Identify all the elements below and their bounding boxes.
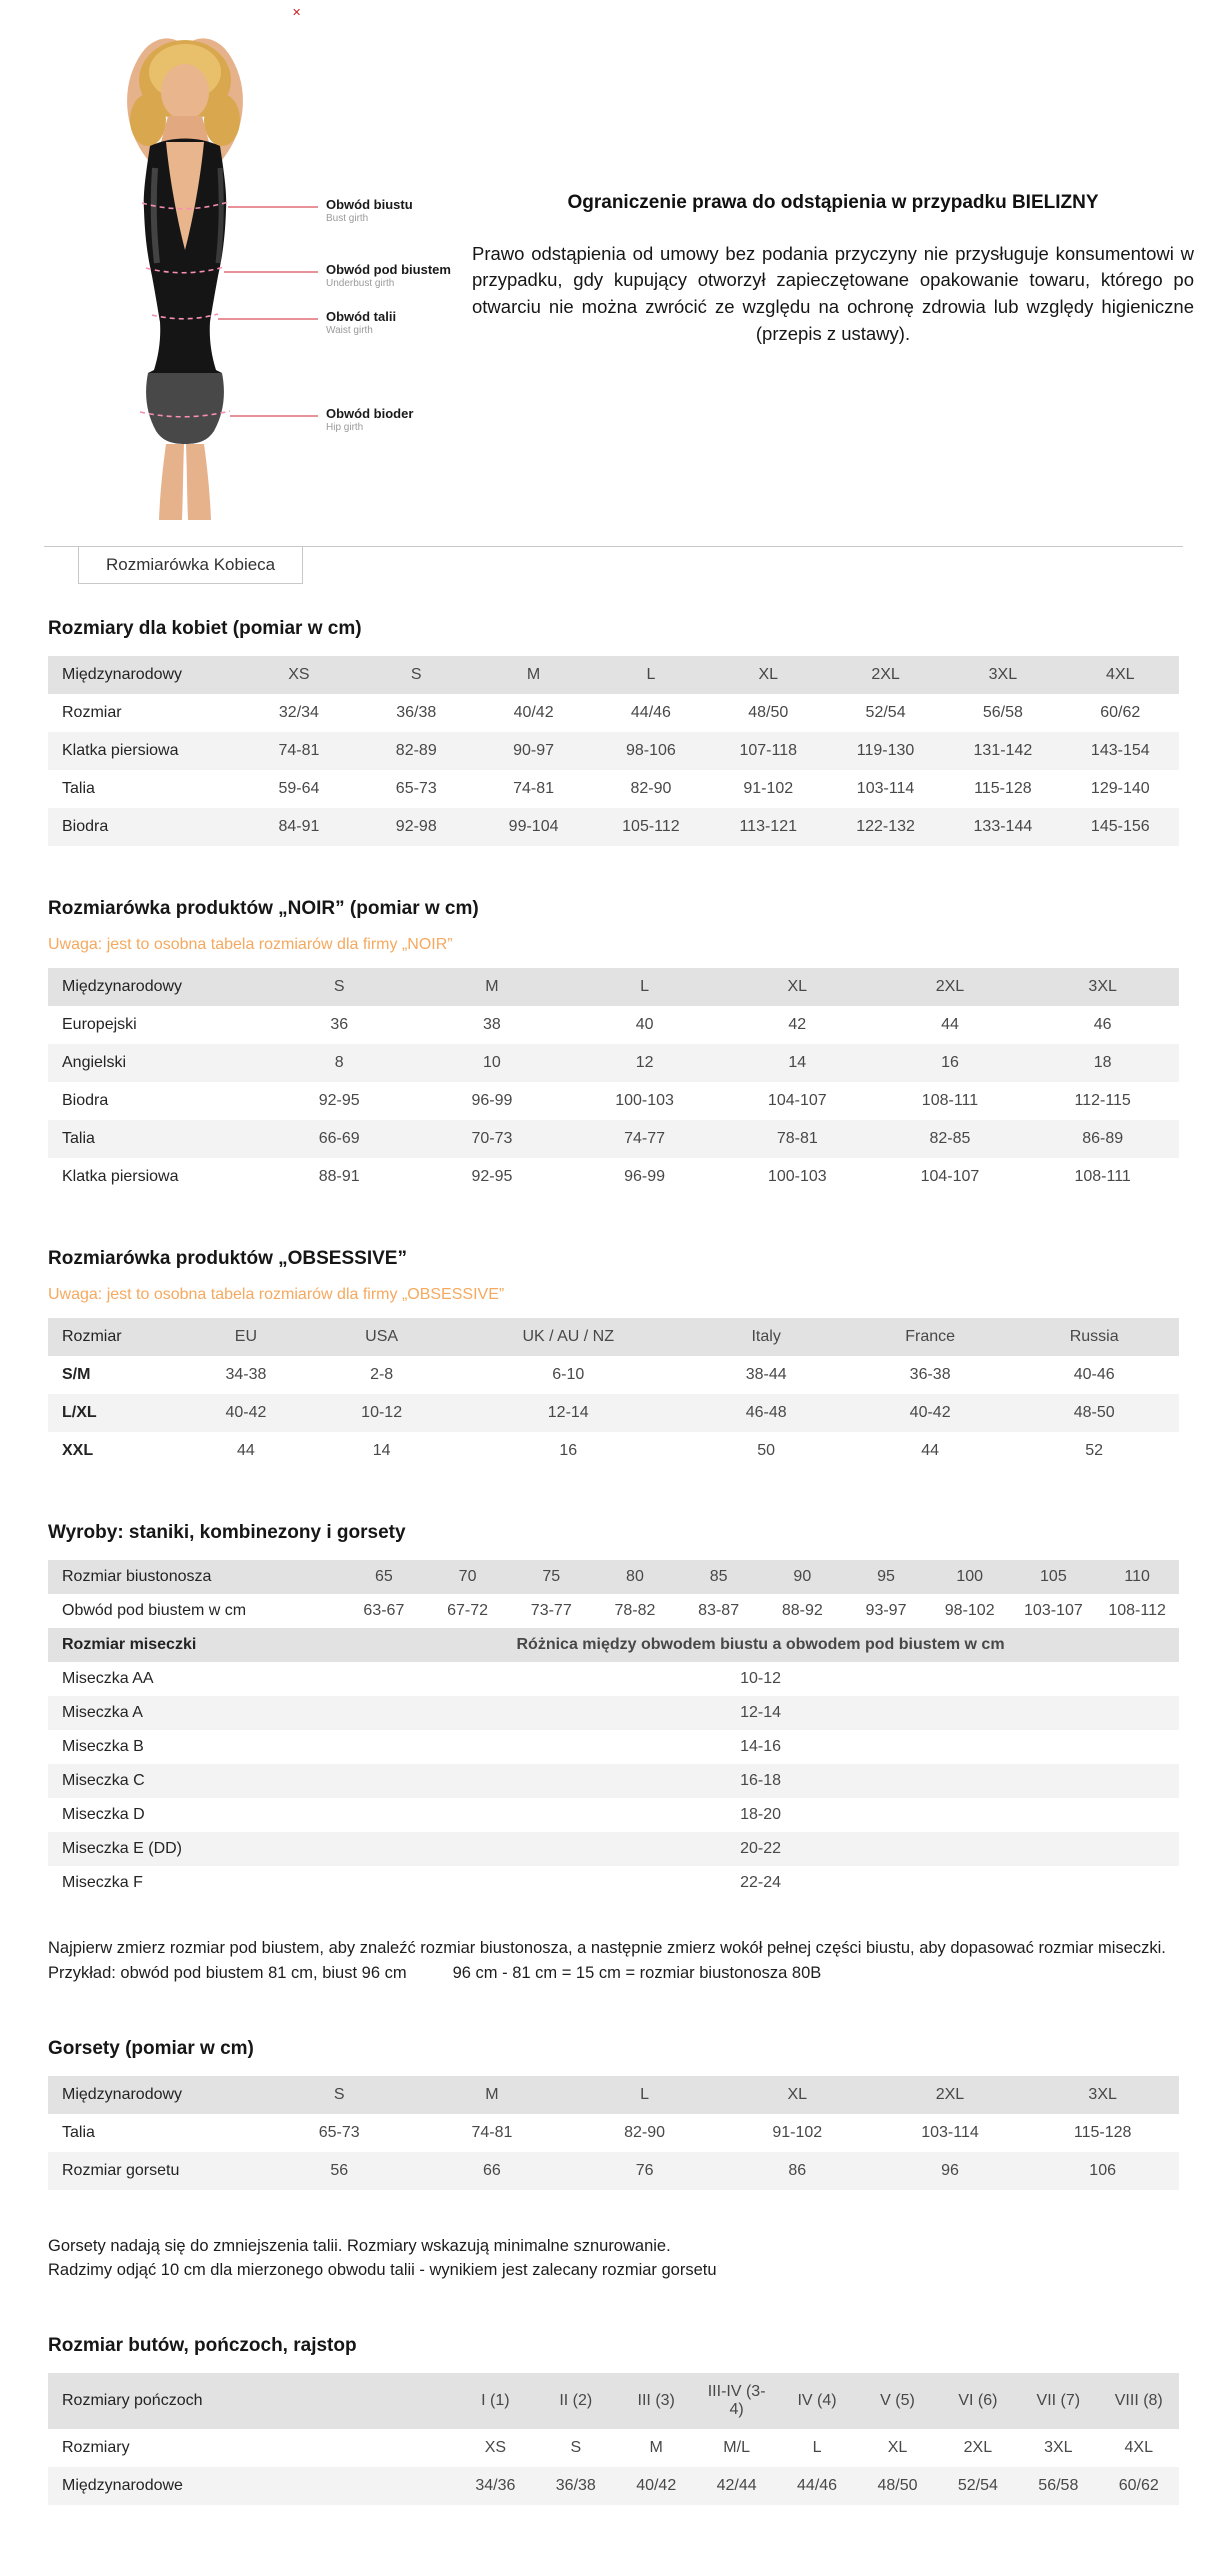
noir-note: Uwaga: jest to osobna tabela rozmiarów dla firmy „NOIR” [48,936,453,953]
table-row [48,2076,1179,2114]
table-cell: 92-98 [395,818,437,835]
row-label: Miseczka AA [62,1670,154,1687]
table-cell: 131-142 [973,742,1033,759]
table-cell: 76 [635,2161,654,2179]
table-cell: 66-69 [318,1130,360,1147]
table-cell: 52/54 [865,704,906,721]
table-row [48,2467,1179,2505]
table-cell: 98-106 [626,742,676,759]
table-cell-merged: 10-12 [740,1670,781,1687]
table-cell: 86 [788,2161,807,2179]
table-cell: 92-95 [318,1092,360,1109]
table-cell: 2-8 [370,1366,394,1383]
table-cell: 65-73 [395,780,437,797]
table-cell: M [485,978,499,995]
table-row [48,1318,1179,1356]
table-cell: M/L [723,2439,750,2456]
section-title: Rozmiarówka produktów „OBSESSIVE” [48,1248,407,1269]
table-cell: 4XL [1124,2439,1153,2456]
table-cell: 92-95 [471,1168,513,1185]
table-row [48,2114,1179,2152]
corsets-table-host [48,2076,1179,2190]
table-cell-merged: 12-14 [740,1704,781,1721]
table-cell: 2XL [871,666,900,683]
table-row [48,1628,1179,1662]
table-cell: L [640,2085,650,2103]
table-cell: II (2) [559,2392,593,2409]
table-row [48,2429,1179,2467]
table-cell: USA [365,1328,399,1345]
section-obsessive-sizes [48,1248,1179,1470]
table-cell: 10-12 [361,1404,403,1421]
table-cell: 40 [635,1016,654,1033]
table-cell: 104-107 [767,1092,827,1109]
table-cell: V (5) [880,2392,915,2409]
table-cell: 122-132 [856,818,915,835]
row-label: Talia [62,2123,95,2141]
table-row [48,968,1179,1006]
table-cell: UK / AU / NZ [522,1328,615,1345]
table-cell: 2XL [935,978,965,995]
table-cell: Russia [1069,1328,1119,1345]
table-cell: 96-99 [624,1168,666,1185]
table-cell: 103-107 [1024,1602,1083,1619]
row-label: Biodra [62,818,109,835]
table-cell: 86-89 [1082,1130,1124,1147]
table-cell: 48/50 [877,2477,918,2494]
table-cell: I (1) [481,2392,510,2409]
measurement-label-pl: Obwód pod biustem [326,262,451,277]
table-cell: 52/54 [957,2477,998,2494]
table-row [48,1120,1179,1158]
measurement-label-waist [326,310,396,337]
corset-note-line2: Radzimy odjąć 10 cm dla mierzonego obwodu talii - wynikiem jest zalecany rozmiar gorsetu [48,2261,717,2280]
table-cell: 119-130 [856,742,915,759]
table-cell: 129-140 [1090,780,1150,797]
table-cell: 115-128 [974,780,1032,797]
table-cell: EU [234,1328,258,1345]
table-row [48,732,1179,770]
table-cell: 100 [956,1568,984,1585]
table-cell: 78-81 [776,1130,818,1147]
table-cell: 103-114 [856,780,915,797]
stockings-table-host [48,2373,1179,2505]
table-cell: 38 [483,1016,501,1033]
table-cell: S [410,666,422,683]
table-row [48,1006,1179,1044]
stockings-table [48,2373,1179,2505]
tab-rozmiarowka-kobieca[interactable]: Rozmiarówka Kobieca [78,546,303,584]
row-label: Talia [62,1130,95,1147]
table-cell: 36-38 [909,1366,951,1383]
table-cell: 65 [374,1568,393,1585]
table-cell: XL [887,2439,908,2456]
table-cell: 84-91 [278,818,320,835]
table-cell: 80 [626,1568,644,1585]
table-cell-merged: Różnica między obwodem biustu a obwodem pod biustem w cm [516,1636,1005,1653]
row-label: Rozmiar [62,1328,122,1345]
table-cell: 103-114 [921,2123,979,2141]
row-label: Biodra [62,1092,109,1109]
table-cell: 106 [1089,2161,1116,2179]
table-row [48,770,1179,808]
table-cell: S [570,2439,582,2456]
table-cell: 75 [542,1568,561,1585]
table-cell: 40-42 [909,1404,951,1421]
table-cell: 40/42 [636,2477,677,2494]
table-cell: 56/58 [1038,2477,1079,2494]
table-row [48,1832,1179,1866]
table-cell: 44/46 [630,704,671,721]
table-cell: 10 [483,1054,501,1071]
row-label: Rozmiar biustonosza [62,1568,212,1585]
size-charts-content [0,618,1227,2575]
table-cell: 115-128 [1073,2123,1132,2141]
table-cell: 99-104 [508,818,559,835]
table-row [48,694,1179,732]
bra-note-example: Przykład: obwód pod biustem 81 cm, biust 96 cm [48,1963,407,1982]
row-label: Obwód pod biustem w cm [62,1602,247,1619]
table-cell: 145-156 [1090,818,1150,835]
table-cell: 59-64 [278,780,320,797]
table-cell: 36/38 [555,2477,596,2494]
table-cell: 14 [372,1442,391,1459]
table-cell-merged: 14-16 [740,1738,781,1755]
table-cell: S [333,978,345,995]
table-cell: 34-38 [225,1366,267,1383]
row-label: Angielski [62,1054,127,1071]
table-cell: 108-111 [1074,1168,1131,1185]
table-cell: 2XL [935,2085,965,2103]
table-cell: 3XL [1088,978,1117,995]
table-cell: 34/36 [475,2477,516,2494]
measurement-label-underbust [326,263,451,290]
section-title: Gorsety (pomiar w cm) [48,2037,254,2059]
table-cell: 110 [1124,1568,1150,1585]
section-stockings [48,2335,1179,2505]
table-cell: 74-81 [513,780,555,797]
table-cell: 70 [458,1568,477,1585]
corset-note-line1: Gorsety nadają się do zmniejszenia talii. Rozmiary wskazują minimalne sznurowanie. [48,2236,671,2255]
bra-note-line1: Najpierw zmierz rozmiar pod biustem, aby znaleźć rozmiar biustonosza, a następnie zmierz wokół pełnej części biustu, aby dopasować rozmiar miseczki. [48,1939,1166,1957]
row-label: Międzynarodowe [62,2477,183,2494]
bra-note-formula: 96 cm - 81 cm = 15 cm = rozmiar biustonosza 80B [452,1963,822,1982]
table-cell: XL [787,2085,808,2103]
table-cell-merged: 20-22 [740,1840,781,1857]
bras-bodysuits-corsets-table [48,1560,1179,1900]
table-cell: Italy [751,1328,781,1345]
table-cell: 44/46 [797,2477,838,2494]
table-cell: 133-144 [973,818,1033,835]
table-cell: 2XL [963,2439,993,2456]
table-cell: 65-73 [318,2123,360,2141]
bras-table-host [48,1560,1179,1900]
table-row [48,1432,1179,1470]
table-cell: 40/42 [513,704,554,721]
table-cell: 143-154 [1090,742,1150,759]
table-cell: L [812,2439,822,2456]
table-row [48,1082,1179,1120]
measurement-label-pl: Obwód biustu [326,197,413,212]
table-row [48,1866,1179,1900]
women-sizes-table-host [48,656,1179,846]
table-row [48,1662,1179,1696]
table-row [48,2152,1179,2190]
table-cell: 104-107 [920,1168,980,1185]
table-cell: 56/58 [982,704,1023,721]
withdrawal-notice [472,190,1194,348]
row-label: Miseczka D [62,1806,145,1823]
table-cell: 74-77 [624,1130,666,1147]
table-cell: 46-48 [745,1404,787,1421]
table-row [48,808,1179,846]
table-row [48,1798,1179,1832]
women-sizes-table [48,656,1179,846]
row-label: XXL [62,1442,94,1459]
bra-note-line2 [48,1961,1179,1986]
table-cell: III (3) [637,2392,675,2409]
table-cell: 82-90 [630,780,672,797]
table-cell: 113-121 [739,818,797,835]
table-cell: 36/38 [396,704,437,721]
section-women-sizes [48,618,1179,846]
table-cell: L [646,666,656,683]
row-label: L/XL [62,1404,97,1421]
withdrawal-notice-paragraph: Prawo odstąpienia od umowy bez podania przyczyny nie przysługuje konsumentowi w przypadku, gdy kupujący otworzył zapieczętowane opakowanie towaru, którego po otwarciu nie można zwrócić ze względu na ochronę zdrowia lub względy higieniczne (przepis z ustawy). [472,242,1194,345]
table-cell: III-IV (3-4) [707,2383,766,2418]
table-cell: 48/50 [748,704,789,721]
row-label: Rozmiar [62,704,122,721]
table-cell: XL [787,978,808,995]
table-cell: 73-77 [530,1602,572,1619]
table-cell: 12-14 [547,1404,589,1421]
table-cell: 6-10 [552,1366,585,1383]
row-label: Klatka piersiowa [62,742,179,759]
section-title: Rozmiarówka produktów „NOIR” (pomiar w cm) [48,898,479,919]
table-cell: 105 [1040,1568,1067,1585]
row-label: Rozmiary [62,2439,130,2456]
table-cell: France [905,1328,956,1345]
measurement-label-bust [326,198,413,225]
section-title: Wyroby: staniki, kombinezony i gorsety [48,1522,406,1543]
table-cell: 100-103 [615,1092,674,1109]
table-cell: 93-97 [865,1602,907,1619]
withdrawal-notice-heading: Ograniczenie prawa do odstąpienia w przypadku BIELIZNY [567,192,1099,213]
red-marker-icon: ✕ [292,7,302,19]
table-cell: 82-85 [929,1130,971,1147]
table-row [48,1044,1179,1082]
table-cell: 88-92 [781,1602,823,1619]
measurement-label-pl: Obwód bioder [326,406,414,421]
obsessive-sizes-table-host [48,1318,1179,1470]
table-cell: XS [484,2439,507,2456]
table-cell: 4XL [1106,666,1135,683]
table-cell: 90-97 [513,742,555,759]
table-cell: 70-73 [471,1130,513,1147]
table-cell: VII (7) [1036,2392,1081,2409]
table-cell: 50 [757,1442,776,1459]
table-cell: IV (4) [797,2392,837,2409]
table-row [48,1158,1179,1196]
measurement-label-hip [326,407,413,434]
bra-measure-note [48,1936,1179,1986]
table-cell: 16 [941,1054,959,1071]
table-cell: 96 [941,2161,959,2179]
table-cell: 100-103 [767,1168,827,1185]
table-cell: XS [288,666,310,683]
measurement-label-pl: Obwód talii [326,309,397,324]
table-cell: M [526,666,541,683]
table-cell-merged: 16-18 [740,1772,781,1789]
section-title: Rozmiary dla kobiet (pomiar w cm) [48,618,362,639]
table-cell: 96-99 [471,1092,513,1109]
section-bras [48,1522,1179,1986]
table-cell-merged: 18-20 [740,1806,781,1823]
row-label: Talia [62,780,95,797]
table-cell: 90 [793,1568,812,1585]
table-cell: VIII (8) [1114,2392,1163,2409]
table-cell: 60/62 [1100,704,1141,721]
table-cell: 66 [483,2161,501,2179]
measurement-label-en: Hip girth [326,421,364,433]
table-row [48,2373,1179,2429]
table-cell: 83-87 [698,1602,740,1619]
measurement-label-en: Waist girth [326,324,373,336]
table-cell: 105-112 [622,818,680,835]
table-cell: 107-118 [739,742,797,759]
table-cell: 112-115 [1074,1092,1131,1109]
model-photo [60,28,320,528]
table-cell: 91-102 [772,2123,823,2141]
table-row [48,1764,1179,1798]
table-cell: 46 [1093,1016,1112,1033]
table-cell: 44 [237,1442,255,1459]
table-cell: 88-91 [318,1168,360,1185]
table-cell: 14 [788,1054,807,1071]
row-label: Miseczka A [62,1704,143,1721]
row-label: Miseczka B [62,1738,144,1755]
row-label: Miseczka F [62,1874,143,1891]
measurement-label-en: Bust girth [326,212,369,224]
table-cell: 3XL [988,666,1018,683]
table-cell: 60/62 [1118,2477,1159,2494]
table-cell: 74-81 [278,742,320,759]
table-cell-merged: 22-24 [740,1874,781,1891]
table-cell: 12 [635,1054,654,1071]
table-cell: 82-90 [624,2123,666,2141]
row-label: Międzynarodowy [62,978,183,995]
section-corsets [48,2038,1179,2284]
row-label: Europejski [62,1016,137,1033]
table-cell: 108-112 [1108,1602,1166,1619]
table-cell: 16 [559,1442,578,1459]
table-row [48,1356,1179,1394]
obsessive-note: Uwaga: jest to osobna tabela rozmiarów dla firmy „OBSESSIVE” [48,1286,505,1303]
measurement-label-en: Underbust girth [326,277,395,289]
table-row [48,1594,1179,1628]
table-cell: L [640,978,650,995]
table-cell: XL [758,666,779,683]
row-label: Rozmiary pończoch [62,2392,203,2409]
table-cell: 42/44 [716,2477,757,2494]
table-cell: S [333,2085,345,2103]
table-cell: 40-42 [225,1404,267,1421]
obsessive-sizes-table [48,1318,1179,1470]
table-cell: 38-44 [745,1366,787,1383]
table-cell: 108-111 [921,1092,979,1109]
table-cell: 3XL [1044,2439,1073,2456]
table-cell: 98-102 [944,1602,995,1619]
row-label: Miseczka E (DD) [62,1840,183,1857]
table-row [48,656,1179,694]
table-cell: 44 [941,1016,959,1033]
table-cell: 44 [921,1442,940,1459]
table-row [48,1560,1179,1594]
row-label: Miseczka C [62,1772,145,1789]
top-section [0,0,1227,546]
corsets-table [48,2076,1179,2190]
noir-sizes-table-host [48,968,1179,1196]
row-label: Rozmiar gorsetu [62,2161,180,2179]
table-cell: VI (6) [958,2392,998,2409]
tab-bar [44,546,1183,590]
table-cell: 18 [1093,1054,1112,1071]
table-cell: 56 [330,2161,349,2179]
table-cell: 91-102 [743,780,794,797]
row-label: Klatka piersiowa [62,1168,179,1185]
table-row [48,1394,1179,1432]
table-cell: M [649,2439,663,2456]
table-cell: 52 [1085,1442,1104,1459]
section-title: Rozmiar butów, pończoch, rajstop [48,2335,357,2356]
table-cell: 78-82 [614,1602,656,1619]
table-cell: 48-50 [1073,1404,1115,1421]
row-label: S/M [62,1366,91,1383]
row-label: Międzynarodowy [62,666,183,683]
table-cell: 40-46 [1073,1366,1115,1383]
row-label: Międzynarodowy [62,2085,183,2103]
table-cell: 32/34 [278,704,319,721]
table-row [48,1730,1179,1764]
table-cell: 3XL [1088,2085,1117,2103]
noir-sizes-table [48,968,1179,1196]
table-cell: 63-67 [363,1602,405,1619]
table-row [48,1696,1179,1730]
table-cell: M [485,2085,499,2103]
table-cell: 85 [709,1568,728,1585]
corset-note [48,2234,1179,2284]
row-label: Rozmiar miseczki [62,1636,197,1653]
table-cell: 8 [334,1054,344,1071]
table-cell: 42 [788,1016,807,1033]
table-cell: 82-89 [395,742,437,759]
section-noir-sizes [48,898,1179,1196]
table-cell: 95 [877,1568,895,1585]
table-cell: 67-72 [447,1602,489,1619]
table-cell: 74-81 [471,2123,513,2141]
table-cell: 36 [330,1016,349,1033]
